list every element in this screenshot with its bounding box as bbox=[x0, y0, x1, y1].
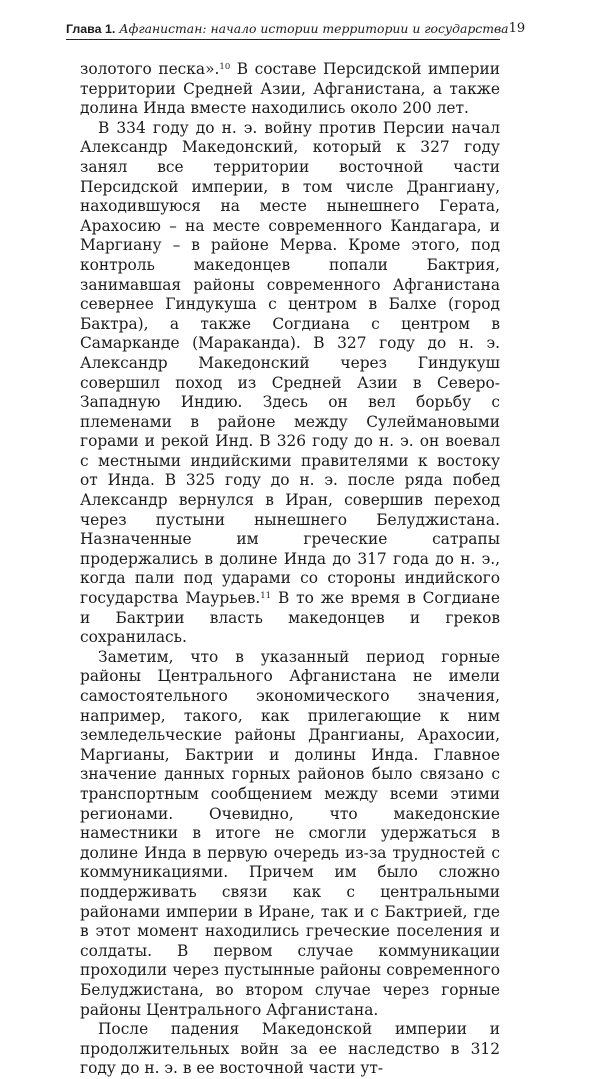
paragraph bbox=[80, 60, 500, 119]
header-title bbox=[66, 21, 509, 36]
paragraph-text: золотого песка». bbox=[80, 60, 220, 78]
footnote-marker: 10 bbox=[219, 62, 231, 72]
page-number: 19 bbox=[508, 21, 526, 36]
footnote-marker: 11 bbox=[260, 591, 272, 602]
running-header bbox=[66, 14, 526, 40]
paragraph-text: В то же время в Согдиане и Бактрии власть македонцев и греков сохранилась. bbox=[80, 589, 501, 647]
body-text bbox=[80, 60, 500, 1079]
paragraph-text: После падения Македонской империи и продолжительных войн за ее наследство в 312 году до н. э. в ее восточной части ут- bbox=[80, 1020, 500, 1078]
paragraph bbox=[80, 119, 500, 648]
paragraph bbox=[80, 1020, 500, 1079]
paragraph-text: В 334 году до н. э. войну против Персии начал Александр Македонский, который к 327 году занял все территории восточной части Персидской империи, в том числе Дрангиану, находившуюся на месте нынешнего Герата, Арахосию – на месте современного Кандагара, и Маргиану – в районе Мерва. Кроме этого, под контроль македонцев попали Бактрия, занимавшая районы современного Афганистана севернее Гиндукуша с центром в Балхе (город Бактра), а также Согдиана с центром в Самарканде (Мараканда). В 327 году до н. э. Александр Македонский через Гиндукуш совершил поход из Средней Азии в Северо-Западную Индию. Здесь он вел борьбу с племенами в районе между Сулеймановыми горами и рекой Инд. В 326 году до н. э. он воевал с местными индийскими правителями к востоку от Инда. В 325 году до н. э. после ряда побед Александр вернулся в Иран, совершив переход через пустыни нынешнего Белуджистана. Назначенные им греческие сатрапы продержались в долине Инда до 317 года до н. э., когда пали под ударами со стороны индийского государства Маурьев. bbox=[80, 118, 500, 608]
paragraph-text: В составе Персидской империи территории Средней Азии, Афганистана, а также долина Инда вместе находились около 200 лет. bbox=[80, 60, 501, 118]
paragraph bbox=[80, 648, 500, 1020]
paragraph-text: Заметим, что в указанный период горные районы Центрального Афганистана не имели самостоятельного экономического значения, например, такого, как прилегающие к ним земледельческие районы Дрангианы, Арахосии, Маргианы, Бактрии и долины Инда. Главное значение данных горных районов было связано с транспортным сообщением между всеми этими регионами. Очевидно, что македонские наместники в итоге не смогли удержаться в долине Инда в первую очередь из-за трудностей с коммуникациями. Причем им было сложно поддерживать связи как с центральными районами империи в Иране, так и с Бактрией, где в этот момент находились греческие поселения и солдаты. В первом случае коммуникации проходили через пустынные районы современного Белуджистана, во втором случае через горные районы Центрального Афганистана. bbox=[80, 647, 500, 1019]
chapter-label: Глава 1. bbox=[66, 22, 116, 36]
chapter-subtitle: Афганистан: начало истории территории и государства bbox=[119, 21, 509, 36]
